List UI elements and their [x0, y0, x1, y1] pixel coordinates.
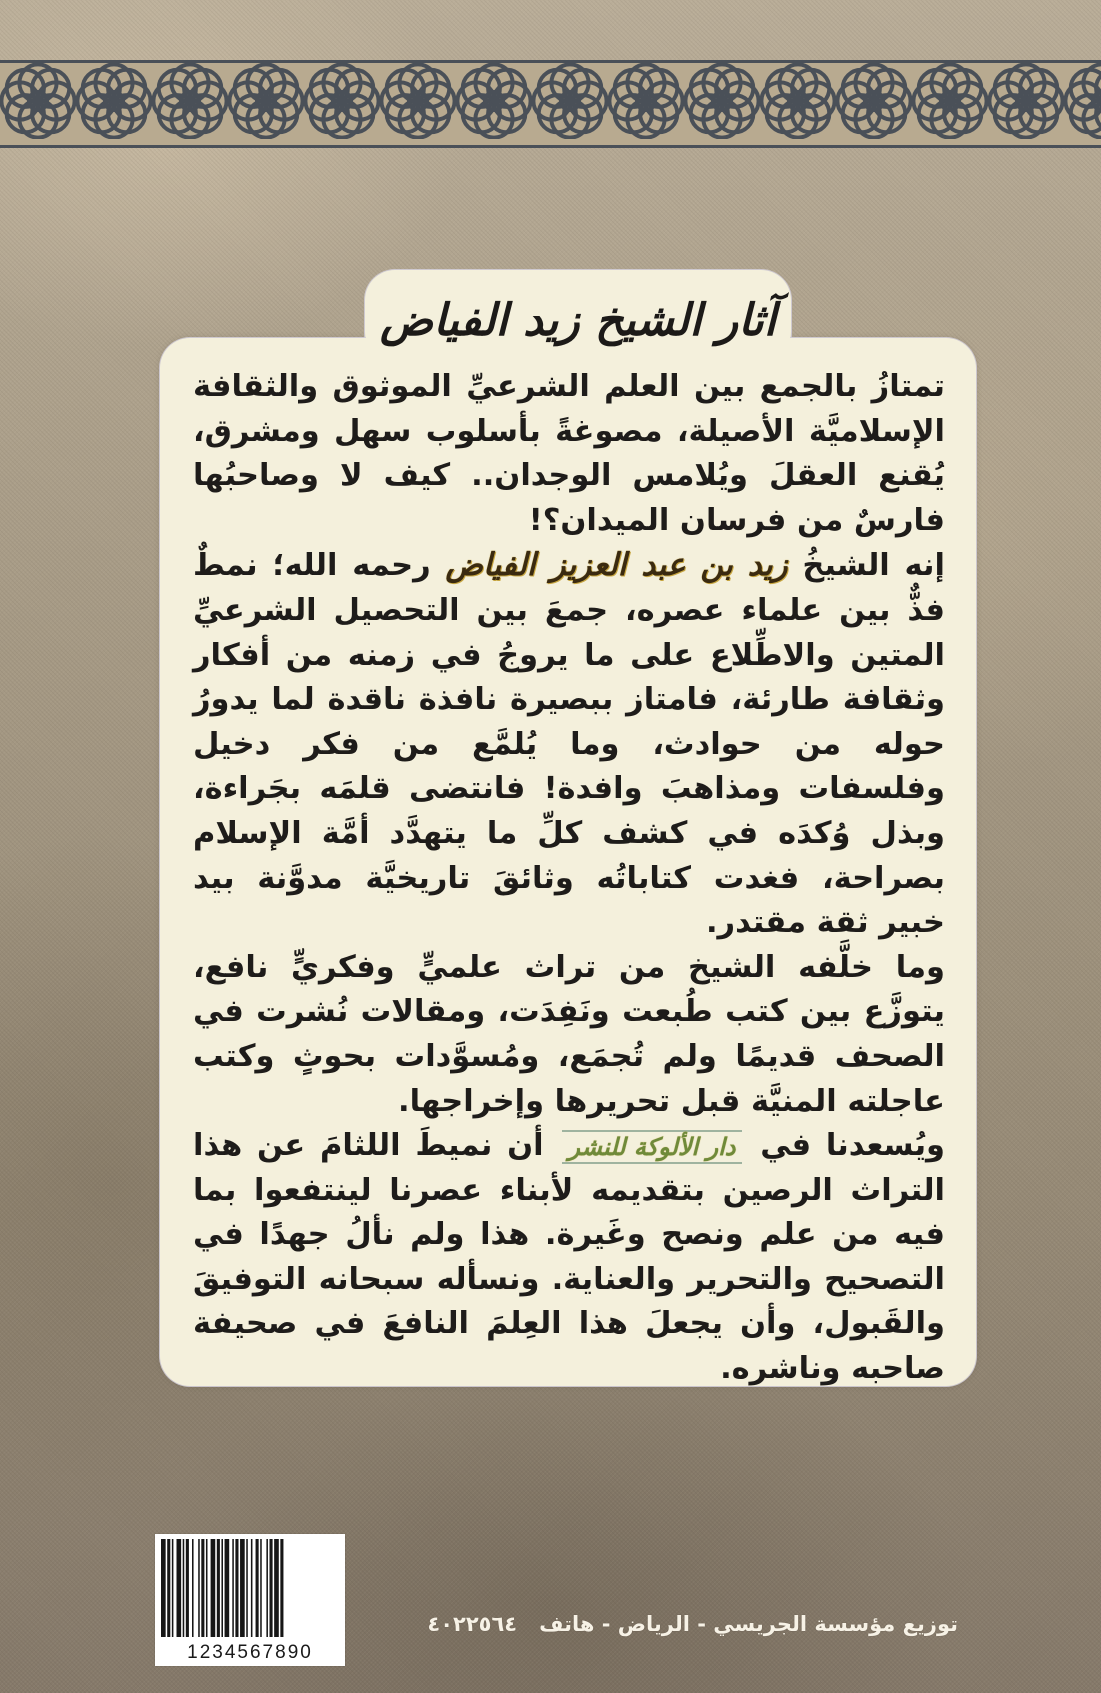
barcode-bar [161, 1539, 166, 1637]
barcode-bar [246, 1539, 248, 1637]
rosette-motif [761, 64, 834, 137]
barcode-bar [260, 1539, 262, 1637]
series-title: آثار الشيخ زيد الفياض [380, 294, 776, 346]
rosette-motif [153, 64, 226, 137]
barcode-bar [177, 1539, 182, 1637]
barcode-bar [256, 1539, 259, 1637]
barcode-bar [221, 1539, 223, 1637]
phone-number: ٤٠٢٢٥٦٤ [427, 1612, 518, 1636]
barcode-bar [183, 1539, 185, 1637]
distribution-info [427, 1612, 958, 1636]
barcode-bar [172, 1539, 174, 1637]
barcode-bar [235, 1539, 238, 1637]
barcode-bar [201, 1539, 204, 1637]
barcode-bar [192, 1539, 194, 1637]
barcode-bar [266, 1539, 268, 1637]
author-name: زيد بن عبد العزيز الفياض [445, 547, 788, 584]
paragraph-2: إنه الشيخُ زيد بن عبد العزيز الفياض رحمه الله؛ نمطٌ فذٌّ بين علماء عصره، جمعَ بين التحصيل الشرعيِّ المتين والاطِّلاع على ما يروجُ في زمنه من أفكار وثقافة طارئة، فامتاز ببصيرة نافذة ناقدة لما يدورُ حوله من حوادث، وما يُلمَّع من فكر دخيل وفلسفات ومذاهبَ وافدة! فانتضى قلمَه بجَراءة، وبذل وُكدَه في كشف كلِّ ما يتهدَّد أمَّة الإسلام بصراحة، فغدت كتاباتُه وثائقَ تاريخيَّة مدوَّنة بيد خبير ثقة مقتدر. [193, 547, 945, 941]
rosette-motif [305, 64, 378, 137]
barcode-bar [274, 1539, 279, 1637]
barcode-bar [270, 1539, 273, 1637]
rosette-motif [381, 64, 454, 137]
barcode-bars-icon [161, 1539, 339, 1637]
paragraph-1: تمتازُ بالجمع بين العلم الشرعيِّ الموثوق والثقافة الإسلاميَّة الأصيلة، مصوغةً بأسلوب سهل ومشرق، يُقنع العقلَ ويُلامس الوجدان.. كيف لا وصاحبُها فارسٌ من فرسان الميدان؟! [193, 369, 945, 538]
barcode-number: 1234567890 [187, 1642, 313, 1663]
paragraph-3: وما خلَّفه الشيخ من تراث علميٍّ وفكريٍّ نافع، يتوزَّع بين كتب طُبعت ونَفِدَت، ومقالات نُشرت في الصحف قديمًا ولم تُجمَع، ومُسوَّدات بحوثٍ وكتب عاجلته المنيَّة قبل تحريرها وإخراجها. [193, 949, 945, 1119]
barcode-bar [217, 1539, 220, 1637]
barcode-bar [206, 1539, 208, 1637]
barcode [155, 1534, 345, 1666]
barcode-bar [167, 1539, 170, 1637]
rosette-motif [457, 64, 530, 137]
barcode-bar [240, 1539, 245, 1637]
barcode-bar [198, 1539, 200, 1637]
publisher-logo: دار الألوكة للنشر [562, 1130, 741, 1164]
barcode-bar [186, 1539, 189, 1637]
rosette-motif [609, 64, 682, 137]
barcode-bar [225, 1539, 230, 1637]
paragraph-4: ويُسعدنا في دار الألوكة للنشر أن نميطَ اللثامَ عن هذا التراث الرصين بتقديمه لأبناء عصرنا لينتفعوا بما فيه من علم ونصح وغَيرة. هذا ولم نألُ جهدًا في التصحيح والتحرير والعناية. ونسأله سبحانه التوفيقَ والقَبول، وأن يجعلَ هذا العِلمَ النافعَ في صحيفة صاحبه وناشره. [193, 1128, 946, 1387]
barcode-bar [211, 1539, 216, 1637]
geometric-pattern-icon [0, 63, 1101, 139]
rosette-motif [913, 64, 986, 137]
rosette-motif [685, 64, 758, 137]
rosette-motif [1065, 64, 1101, 137]
rosette-motif [837, 64, 910, 137]
geometric-ornament-band [0, 60, 1101, 148]
rosette-motif [533, 64, 606, 137]
barcode-bar [232, 1539, 234, 1637]
distributor-text: توزيع مؤسسة الجريسي - الرياض - هاتف [539, 1612, 958, 1636]
barcode-bar [251, 1539, 253, 1637]
rosette-motif [77, 64, 150, 137]
rosette-motif [229, 64, 302, 137]
barcode-bar [280, 1539, 283, 1637]
rosette-motif [989, 64, 1062, 137]
description-text [193, 365, 945, 1392]
rosette-motif [1, 64, 74, 137]
